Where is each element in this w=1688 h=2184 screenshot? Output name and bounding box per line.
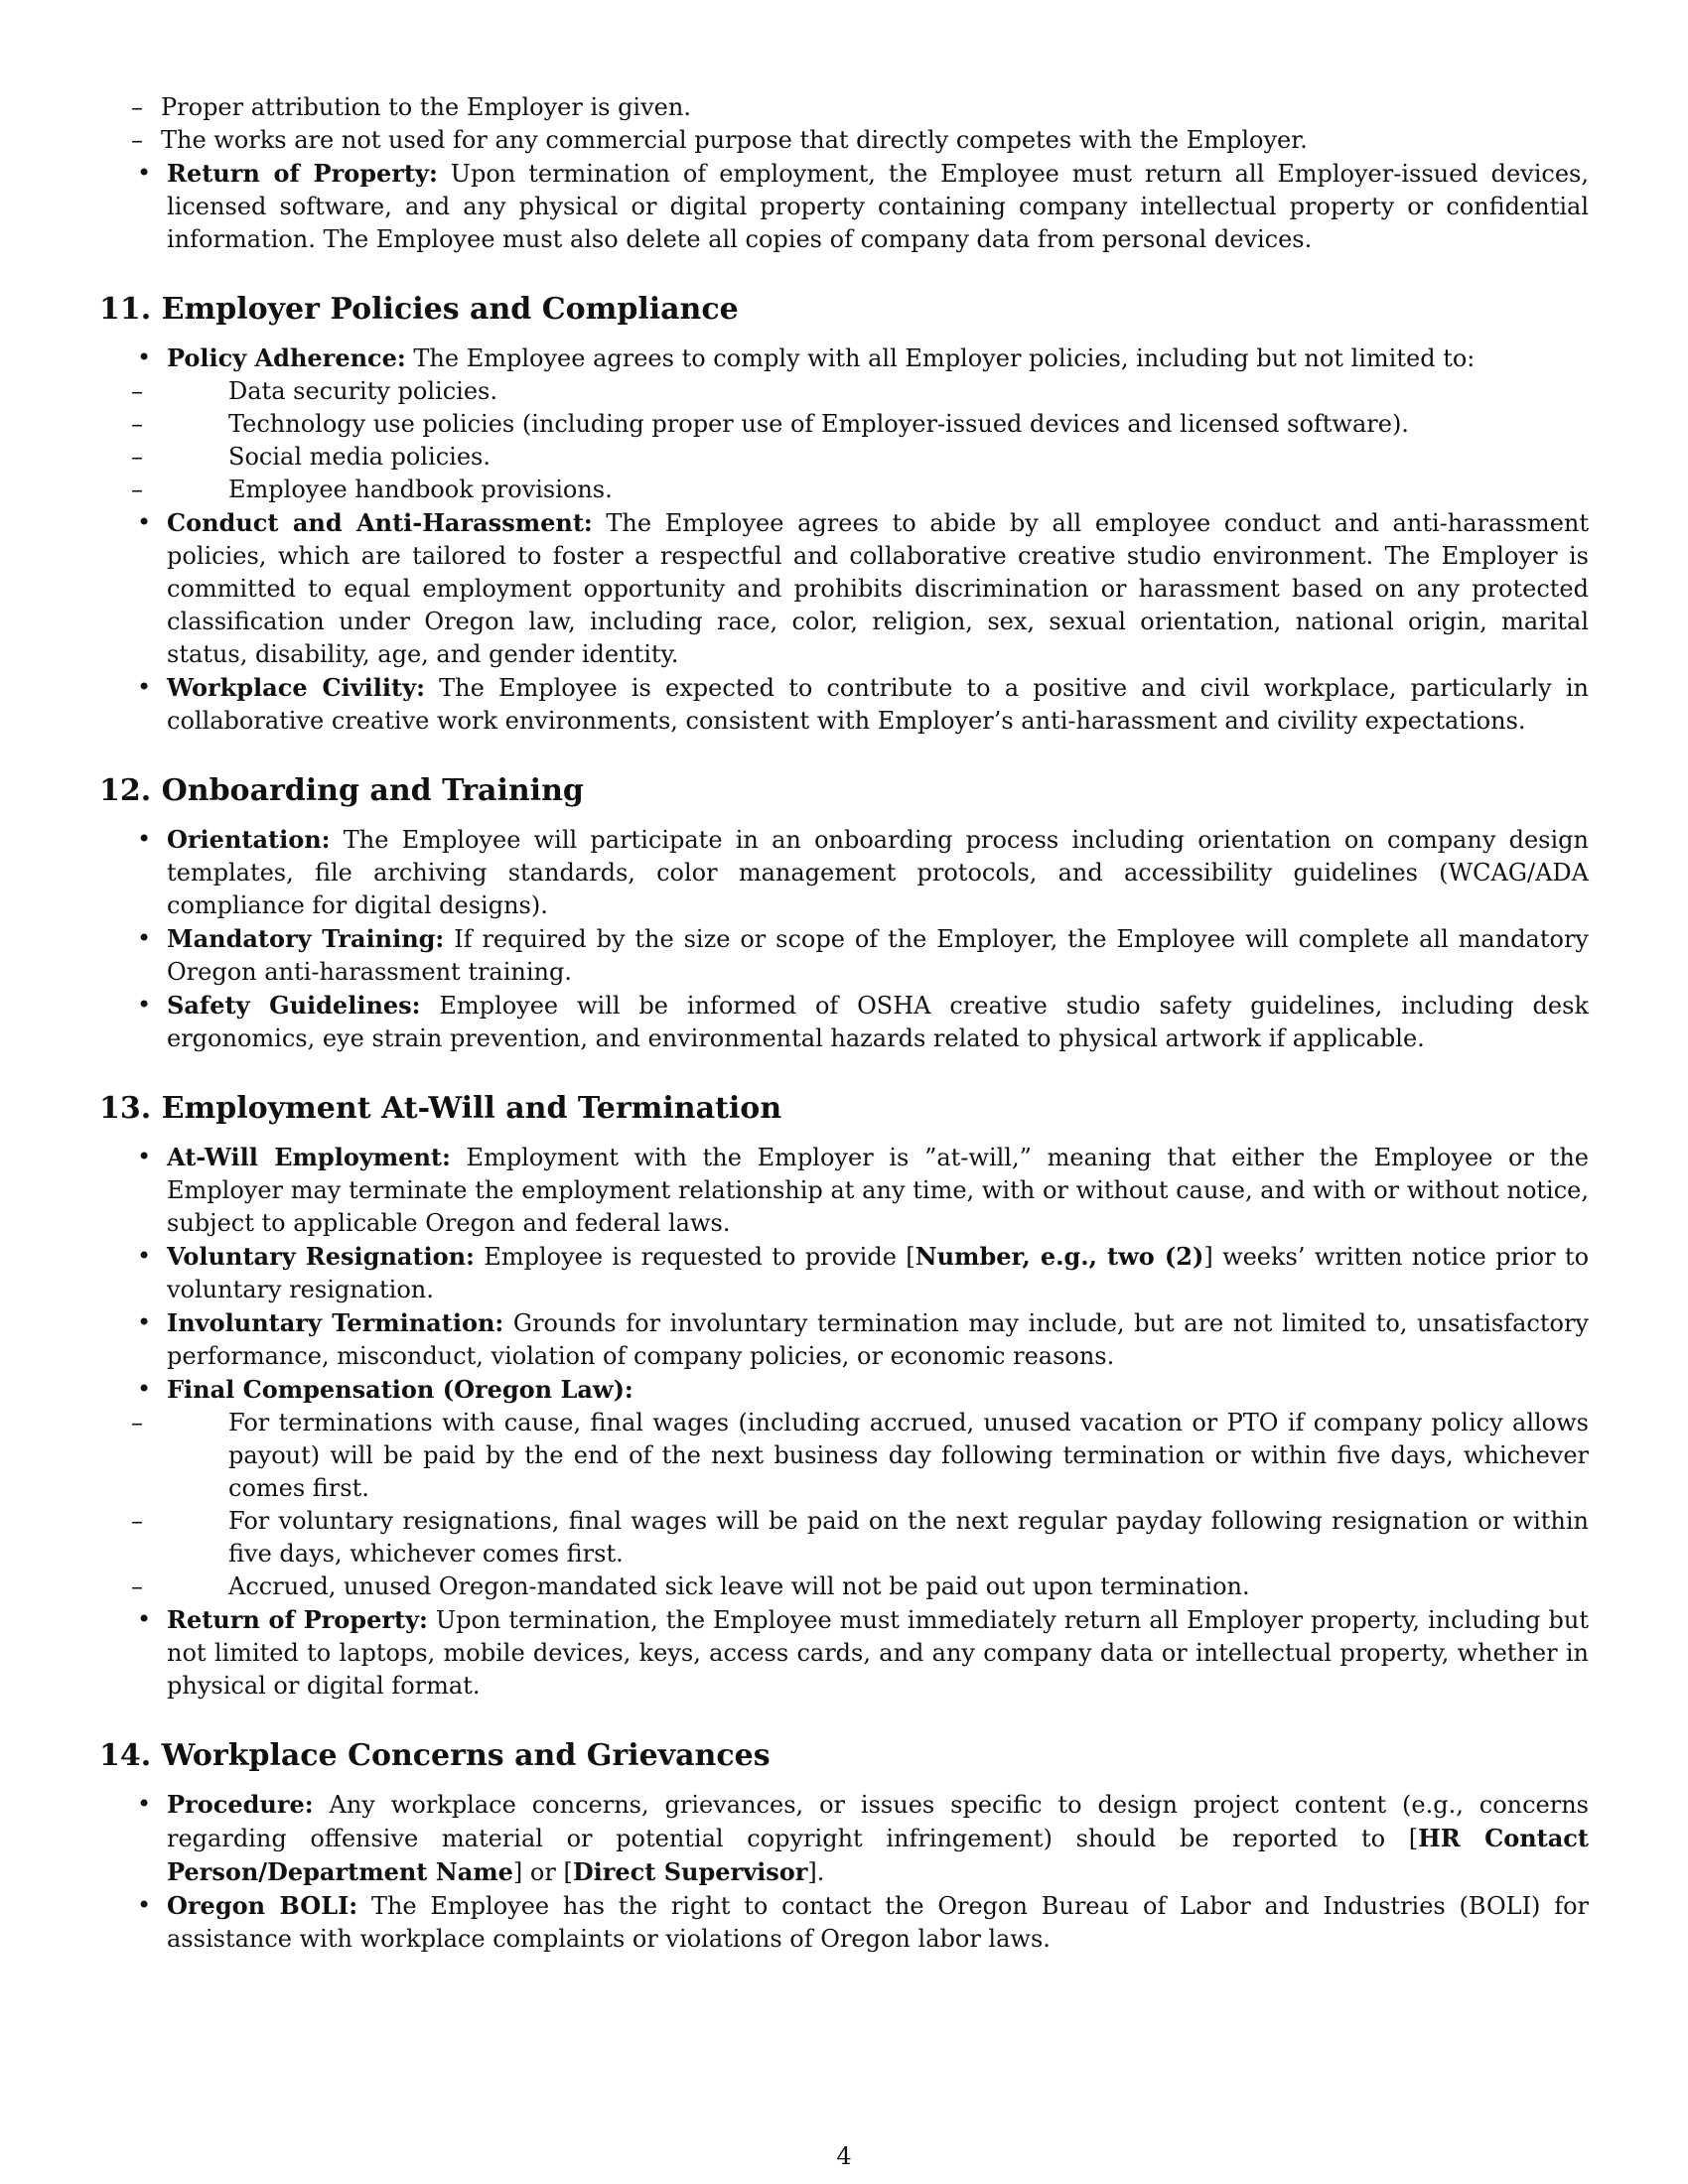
section-heading-11: 11. Employer Policies and Compliance [99, 292, 739, 327]
list-item: – Data security policies. [99, 375, 1589, 408]
item-text: The Employee agrees to comply with all Employer policies, including but not limited to: [405, 344, 1476, 372]
item-text: Employment with the Employer is ”at-will,” meaning that either the Employee or the Employer may terminate the employment relationship at any time, with or without cause, and with or without notice, subject to applicable Oregon and federal laws. [167, 1144, 1589, 1237]
list-item: – Social media policies. [99, 441, 1589, 474]
item-label: Return of Property: [167, 1605, 428, 1634]
item-text: Upon termination of employment, the Employee must return all Employer-issued devices, licensed software, and any physical or digital property containing company intellectual property or confidential information. The Employee must also delete all copies of company data from personal devices. [167, 160, 1589, 253]
list-item-policy-adherence [99, 341, 1589, 506]
list-item: – For terminations with cause, final wages (including accrued, unused vacation or PTO if company policy allows payout) will be paid by the end of the next business day following termination or within five days, whichever comes first. [99, 1407, 1589, 1505]
item-text: ]. [807, 1858, 825, 1886]
item-text: ] weeks’ written notice prior to voluntary resignation. [167, 1243, 1590, 1303]
continued-sublist [99, 91, 1589, 157]
item-label: Orientation: [167, 825, 331, 854]
list-item-final-compensation [99, 1373, 1589, 1603]
item-label: Mandatory Training: [167, 924, 445, 953]
item-text: If required by the size or scope of the Employer, the Employee will complete all mandatory Oregon anti-harassment training. [167, 925, 1589, 986]
item-text: Upon termination, the Employee must immediately return all Employer property, including but not limited to laptops, mobile devices, keys, access cards, and any company data or intellectual property, whether in physical or digital format. [167, 1606, 1589, 1700]
list-item: – For voluntary resignations, final wages will be paid on the next regular payday following resignation or within five days, whichever comes first. [99, 1505, 1589, 1570]
notice-placeholder: Number, e.g., two (2) [914, 1242, 1204, 1271]
list-item-return-of-property [99, 157, 1589, 256]
item-label: Procedure: [167, 1790, 314, 1819]
item-label: Policy Adherence: [167, 343, 406, 372]
list-item-oregon-boli [99, 1889, 1589, 1956]
list-item-procedure [99, 1788, 1589, 1889]
section-13-list [99, 1141, 1589, 1703]
item-text: Grounds for involuntary termination may include, but are not limited to, unsatisfactory performance, misconduct, violation of company policies, or economic reasons. [167, 1309, 1589, 1370]
item-text: The Employee will participate in an onboarding process including orientation on company design templates, file archiving standards, color management protocols, and accessibility guidelines (WCAG/ADA compliance for digital designs). [167, 826, 1589, 919]
item-label: Final Compensation (Oregon Law): [167, 1375, 633, 1404]
item-label: Voluntary Resignation: [167, 1242, 475, 1271]
section-11-list [99, 341, 1589, 738]
policy-sublist [99, 375, 1589, 506]
list-item: – The works are not used for any commercial purpose that directly competes with the Employer. [99, 124, 1589, 157]
item-text: The Employee has the right to contact the Oregon Bureau of Labor and Industries (BOLI) for assistance with workplace complaints or violations of Oregon labor laws. [167, 1892, 1589, 1953]
section-heading-14: 14. Workplace Concerns and Grievances [99, 1738, 771, 1773]
hr-contact-placeholder: HR Contact Person/Department Name [167, 1824, 1590, 1886]
item-label: At-Will Employment: [167, 1143, 451, 1171]
list-item-training [99, 922, 1589, 989]
item-text: Any workplace concerns, grievances, or issues specific to design project content (e.g., concerns regarding offensive material or potential copyright infringement) should be reported to [ [167, 1791, 1589, 1852]
document-page [99, 91, 1589, 1956]
item-text: The Employee is expected to contribute to a positive and civil workplace, particularly in collaborative creative work environments, consistent with Employer’s anti-harassment and civility expectations. [167, 674, 1589, 735]
section-heading-13: 13. Employment At-Will and Termination [99, 1091, 782, 1126]
item-label: Oregon BOLI: [167, 1891, 358, 1920]
supervisor-placeholder: Direct Supervisor [572, 1857, 808, 1886]
list-item-at-will [99, 1141, 1589, 1240]
item-text: The Employee agrees to abide by all employee conduct and anti-harassment policies, which are tailored to foster a respectful and collaborative creative studio environment. The Employer is committed to equal employment opportunity and prohibits discrimination or harassment based on any protected classification under Oregon law, including race, color, religion, sex, sexual orientation, national origin, marital status, disability, age, and gender identity. [167, 509, 1589, 668]
item-label: Workplace Civility: [167, 673, 425, 702]
list-item-safety [99, 989, 1589, 1055]
list-item-civility [99, 671, 1589, 738]
final-compensation-sublist [99, 1407, 1589, 1603]
list-item-return-of-property [99, 1603, 1589, 1703]
item-text: Employee is requested to provide [ [474, 1243, 915, 1271]
item-text: Employee will be informed of OSHA creative studio safety guidelines, including desk ergonomics, eye strain prevention, and environmental hazards related to physical artwork if applicable. [167, 992, 1589, 1052]
item-label: Return of Property: [167, 159, 438, 188]
section-12-list [99, 823, 1589, 1055]
list-item-voluntary-resignation [99, 1240, 1589, 1306]
item-label: Safety Guidelines: [167, 991, 421, 1020]
list-item-involuntary-termination [99, 1306, 1589, 1373]
item-label: Conduct and Anti-Harassment: [167, 508, 593, 537]
item-text: ] or [ [512, 1858, 573, 1886]
list-item-conduct [99, 506, 1589, 671]
list-item: – Technology use policies (including proper use of Employer-issued devices and licensed software). [99, 408, 1589, 441]
list-item: – Proper attribution to the Employer is given. [99, 91, 1589, 124]
list-item: – Employee handbook provisions. [99, 474, 1589, 506]
page-number: 4 [836, 2142, 852, 2170]
section-heading-12: 12. Onboarding and Training [99, 773, 584, 808]
section-14-list [99, 1788, 1589, 1956]
list-item-orientation [99, 823, 1589, 922]
list-item: – Accrued, unused Oregon-mandated sick leave will not be paid out upon termination. [99, 1570, 1589, 1603]
continued-list [99, 157, 1589, 256]
item-label: Involuntary Termination: [167, 1308, 504, 1337]
